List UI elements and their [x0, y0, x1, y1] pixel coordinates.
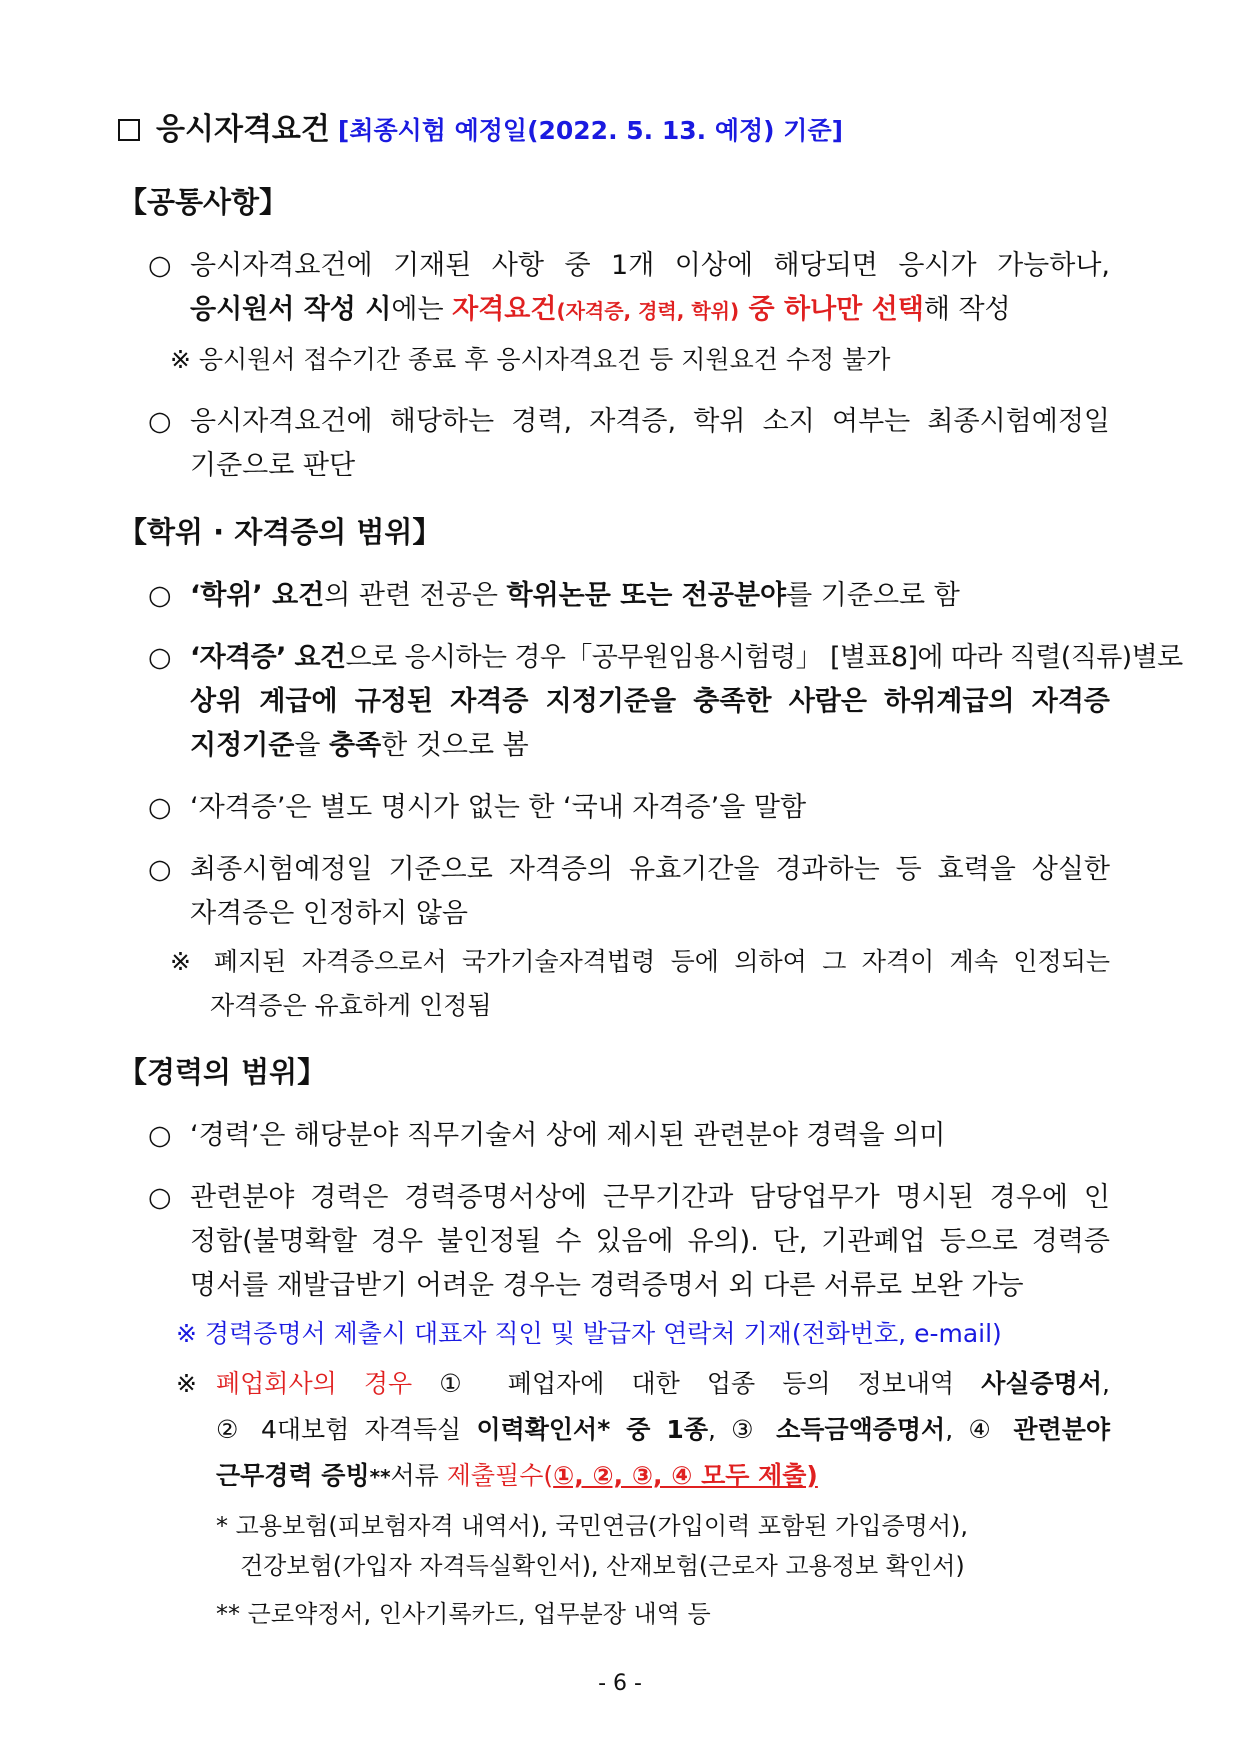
s2-item3-line: ‘자격증’은 별도 명시가 없는 한 ‘국내 자격증’을 말함	[190, 792, 807, 823]
section-heading-career: 【경력의 범위】	[118, 1055, 327, 1089]
s2-item4-line1: 최종시험예정일 기준으로 자격증의 유효기간을 경과하는 등 효력을 상실한	[190, 854, 1110, 885]
s1-item1-line1: 응시자격요건에 기재된 사항 중 1개 이상에 해당되면 응시가 가능하나,	[190, 250, 1110, 281]
page-title	[118, 112, 843, 149]
s1-item2-line2: 기준으로 판단	[190, 450, 356, 481]
s3-item2-line2: 정함(불명확할 경우 불인정될 수 있음에 유의). 단, 기관폐업 등으로 경력증	[190, 1226, 1110, 1257]
s3-note2-line1: 폐업회사의 경우 ① 폐업자에 대한 업종 등의 정보내역 사실증명서,	[216, 1369, 1110, 1398]
reference-mark: ※	[176, 1369, 197, 1398]
s3-item2-line3: 명서를 재발급받기 어려운 경우는 경력증명서 외 다른 서류로 보완 가능	[190, 1270, 1024, 1301]
footnote-1-line2: 건강보험(가입자 자격득실확인서), 산재보험(근로자 고용정보 확인서)	[240, 1552, 965, 1580]
section-heading-degree-license: 【학위 · 자격증의 범위】	[118, 515, 442, 549]
bullet-icon: ○	[148, 1120, 172, 1151]
s1-note1: ※ 응시원서 접수기간 종료 후 응시자격요건 등 지원요건 수정 불가	[170, 345, 891, 374]
bullet-icon: ○	[148, 580, 172, 611]
bullet-icon: ○	[148, 406, 172, 437]
title-sub: [최종시험 예정일(2022. 5. 13. 예정) 기준]	[337, 116, 844, 145]
s3-item1-line: ‘경력’은 해당분야 직무기술서 상에 제시된 관련분야 경력을 의미	[190, 1120, 946, 1151]
bullet-icon: ○	[148, 1182, 172, 1213]
page-number: - 6 -	[598, 1671, 642, 1696]
footnote-2: ** 근로약정서, 인사기록카드, 업무분장 내역 등	[216, 1600, 711, 1628]
bullet-icon: ○	[148, 854, 172, 885]
footnote-1-line1: * 고용보험(피보험자격 내역서), 국민연금(가입이력 포함된 가입증명서),	[216, 1512, 969, 1540]
s3-item2-line1: 관련분야 경력은 경력증명서상에 근무기간과 담당업무가 명시된 경우에 인	[190, 1182, 1110, 1213]
s2-note-line2: 자격증은 유효하게 인정됨	[210, 991, 492, 1020]
bullet-icon: ○	[148, 792, 172, 823]
checkbox-icon	[118, 119, 140, 141]
bullet-icon: ○	[148, 642, 172, 673]
s3-note2-line2: ② 4대보험 자격득실 이력확인서* 중 1종, ③ 소득금액증명서, ④ 관련분야	[216, 1415, 1110, 1444]
s3-note2-line3: 근무경력 증빙**서류 제출필수(①, ②, ③, ④ 모두 제출)	[216, 1461, 818, 1490]
s2-item1-line: ‘학위’ 요건의 관련 전공은 학위논문 또는 전공분야를 기준으로 함	[190, 580, 960, 611]
s2-item4-line2: 자격증은 인정하지 않음	[190, 898, 468, 929]
section-heading-common: 【공통사항】	[118, 185, 289, 219]
s2-note-line1: ※ 폐지된 자격증으로서 국가기술자격법령 등에 의하여 그 자격이 계속 인정되는	[170, 947, 1110, 976]
s3-note1: ※ 경력증명서 제출시 대표자 직인 및 발급자 연락처 기재(전화번호, e-mail)	[176, 1319, 1002, 1348]
s2-item2-line3: 지정기준을 충족한 것으로 봄	[190, 730, 529, 761]
title-main: 응시자격요건	[156, 112, 330, 147]
s1-item2-line1: 응시자격요건에 해당하는 경력, 자격증, 학위 소지 여부는 최종시험예정일	[190, 406, 1110, 437]
s1-item1-line2: 응시원서 작성 시에는 자격요건(자격증, 경력, 학위) 중 하나만 선택해 작성	[190, 294, 1011, 325]
s2-item2-line2: 상위 계급에 규정된 자격증 지정기준을 충족한 사람은 하위계급의 자격증	[190, 686, 1110, 717]
bullet-icon: ○	[148, 250, 172, 281]
s2-item2-line1: ‘자격증’ 요건으로 응시하는 경우「공무원임용시험령」 [별표8]에 따라 직렬(직류)별로	[190, 642, 1183, 673]
